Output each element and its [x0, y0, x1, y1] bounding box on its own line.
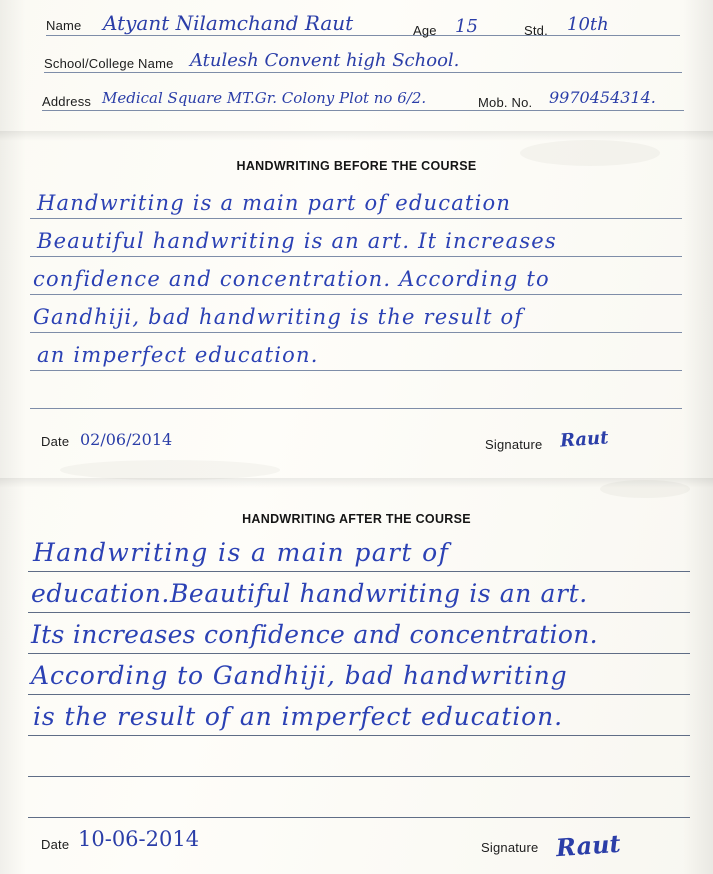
after-rule-7 [28, 817, 690, 818]
before-line-4: Gandhiji, bad handwriting is the result of [33, 305, 524, 329]
after-signature-value: Raut [555, 828, 622, 863]
before-rule-6 [30, 408, 682, 409]
heading-before: HANDWRITING BEFORE THE COURSE [236, 159, 477, 173]
before-line-3: confidence and concentration. According to [33, 267, 550, 291]
after-line-4: According to Gandhiji, bad handwriting [31, 661, 568, 690]
before-signature-value: Raut [559, 427, 610, 452]
before-signature-label: Signature [485, 437, 543, 452]
label-mobile: Mob. No. [478, 95, 533, 110]
before-line-5: an imperfect education. [37, 343, 319, 367]
value-address: Medical Square MT.Gr. Colony Plot no 6/2. [102, 89, 427, 107]
after-line-2: education.Beautiful handwriting is an art. [31, 579, 588, 608]
after-rule-4 [28, 694, 690, 695]
after-date-label: Date [41, 837, 70, 852]
label-address: Address [42, 94, 92, 109]
after-rule-3 [28, 653, 690, 654]
after-rule-5 [28, 735, 690, 736]
after-line-3: Its increases confidence and concentration. [31, 620, 598, 649]
after-signature-label: Signature [481, 840, 539, 855]
label-school: School/College Name [44, 56, 174, 71]
after-rule-6 [28, 776, 690, 777]
label-name: Name [46, 18, 82, 33]
before-date-value: 02/06/2014 [80, 430, 173, 449]
value-age: 15 [455, 16, 478, 37]
rule-address [42, 110, 684, 111]
value-name: Atyant Nilamchand Raut [103, 11, 354, 35]
before-line-1: Handwriting is a main part of education [37, 191, 512, 215]
value-school: Atulesh Convent high School. [190, 50, 460, 71]
section-divider-bottom [0, 478, 713, 492]
before-rule-3 [30, 294, 682, 295]
before-line-2: Beautiful handwriting is an art. It increases [37, 229, 557, 253]
before-rule-1 [30, 218, 682, 219]
paper-smudge-2 [60, 460, 280, 480]
after-rule-2 [28, 612, 690, 613]
heading-after: HANDWRITING AFTER THE COURSE [242, 512, 471, 526]
rule-school [44, 72, 682, 73]
before-rule-5 [30, 370, 682, 371]
after-rule-1 [28, 571, 690, 572]
label-std: Std. [524, 23, 548, 38]
after-date-value: 10-06-2014 [78, 827, 200, 851]
rule-name [46, 35, 680, 36]
before-date-label: Date [41, 434, 70, 449]
before-rule-4 [30, 332, 682, 333]
value-std: 10th [567, 14, 609, 35]
before-rule-2 [30, 256, 682, 257]
after-line-1: Handwriting is a main part of [33, 538, 450, 567]
section-divider-top [0, 131, 713, 145]
after-line-5: is the result of an imperfect education. [33, 702, 563, 731]
label-age: Age [413, 23, 437, 38]
value-mobile: 9970454314. [549, 88, 656, 107]
